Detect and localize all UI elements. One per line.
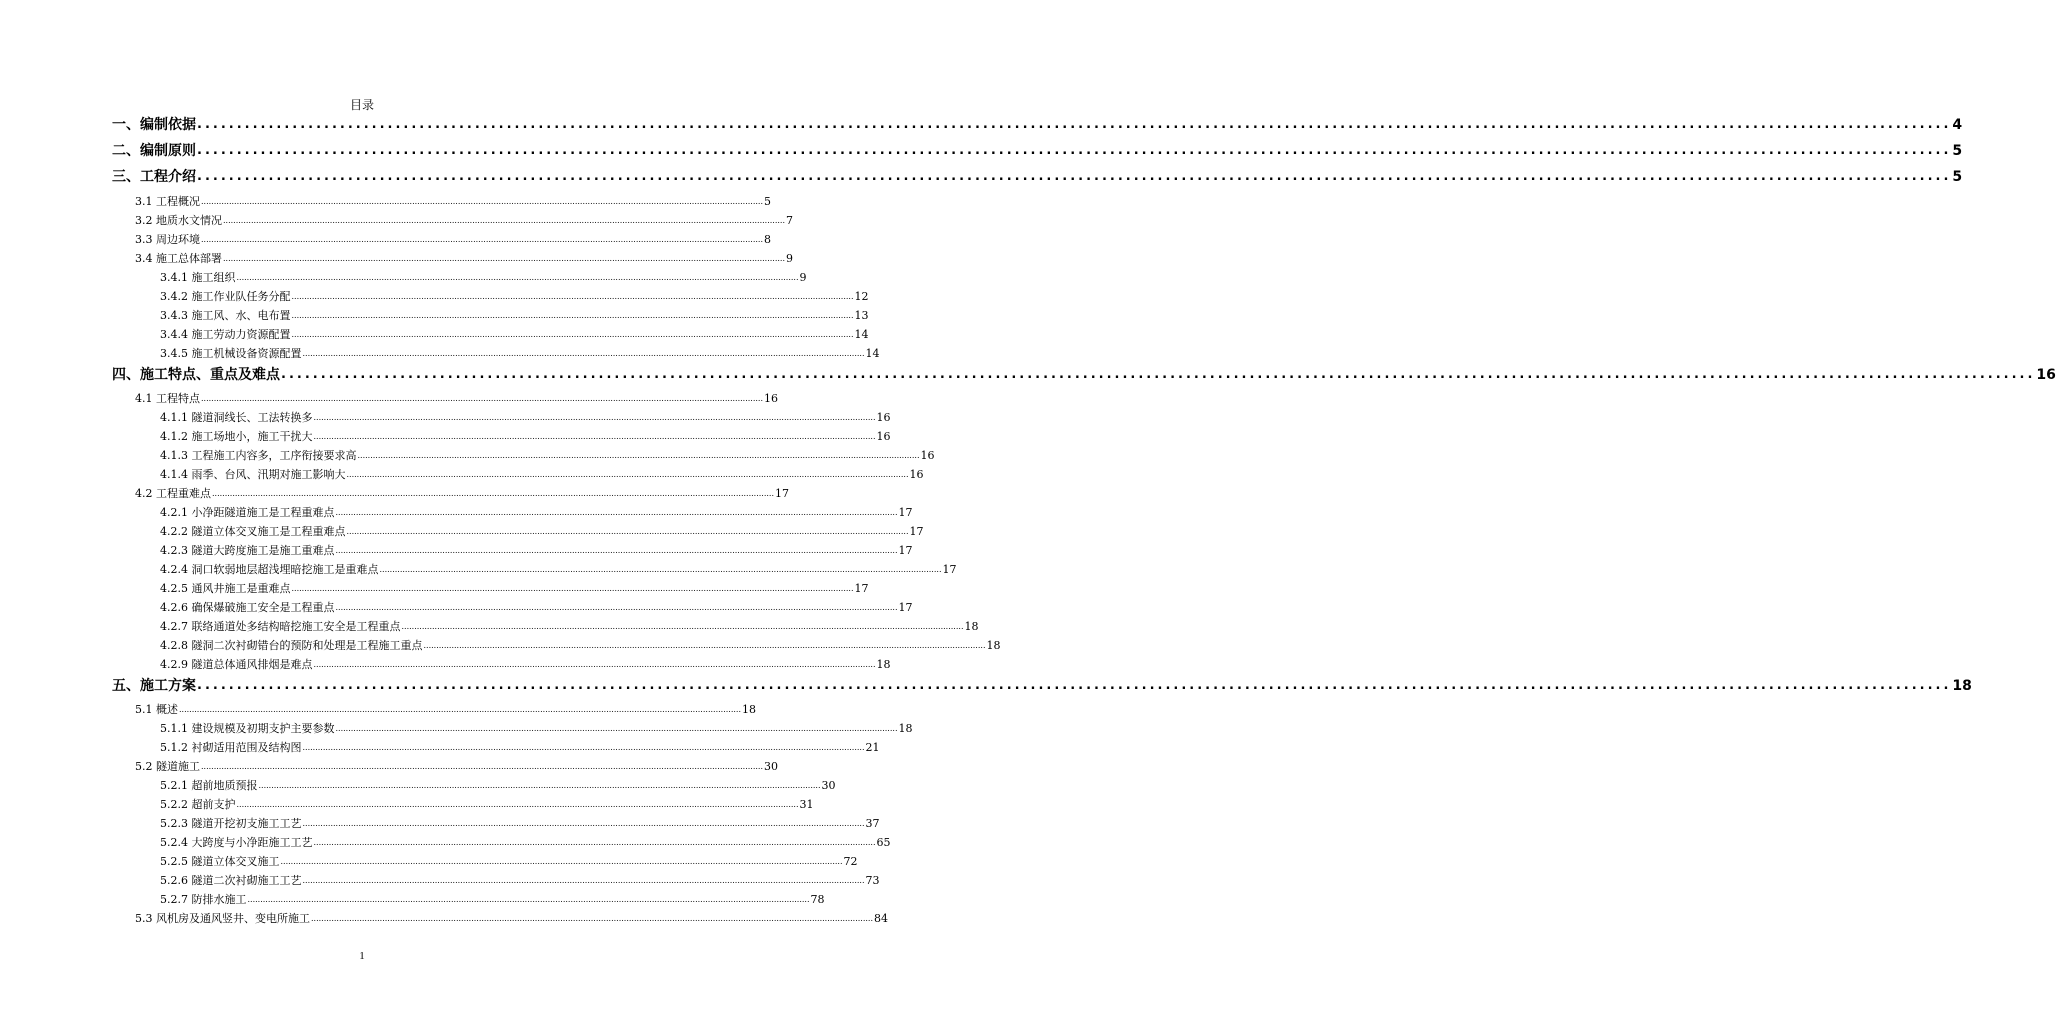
toc-entry-page: 16 [909, 468, 924, 481]
toc-entry-text: 5.2.6 隧道二次衬砌施工工艺 [160, 874, 302, 887]
toc-leader-dots: ............................................................................................................................................................................................................................. [311, 914, 873, 923]
toc-entry-text: 4.2.5 通风井施工是重难点 [160, 582, 291, 595]
toc-entry-text: 4.1.3 工程施工内容多，工序衔接要求高 [160, 449, 357, 462]
toc-leader-dots: ............................................................................................................................................................................................................................. [401, 622, 964, 631]
toc-entry-text: 4.1.1 隧道洞线长、工法转换多 [160, 411, 313, 424]
toc-entry[interactable] [160, 328, 869, 342]
toc-entry-text: 5.2 隧道施工 [135, 760, 200, 773]
toc-leader-dots: ............................................................................................................................................................................................................................. [346, 470, 909, 479]
toc-entry-page: 17 [898, 506, 913, 519]
toc-entry[interactable] [112, 168, 1963, 186]
toc-entry-text: 3.4 施工总体部署 [135, 252, 222, 265]
toc-entry[interactable] [160, 874, 880, 888]
toc-entry-page: 30 [821, 779, 836, 792]
toc-entry-page: 9 [799, 271, 807, 284]
toc-entry[interactable] [160, 309, 869, 323]
toc-entry[interactable] [160, 430, 891, 444]
toc-leader-dots: ............................................................................................................................................................................................................................. [197, 678, 1952, 693]
toc-entry-page: 18 [876, 658, 891, 671]
toc-entry-page: 78 [810, 893, 825, 906]
toc-entry-page: 5 [1952, 143, 1963, 159]
toc-entry-page: 18 [986, 639, 1001, 652]
toc-entry-page: 18 [898, 722, 913, 735]
toc-entry-page: 8 [764, 233, 771, 246]
toc-entry-page: 18 [964, 620, 979, 633]
toc-entry-text: 5.2.4 大跨度与小净距施工工艺 [160, 836, 313, 849]
toc-leader-dots: ............................................................................................................................................................................................................................. [179, 705, 741, 714]
toc-leader-dots: ............................................................................................................................................................................................................................. [201, 394, 763, 403]
toc-entry[interactable] [160, 601, 913, 615]
toc-entry-text: 4.2.1 小净距隧道施工是工程重难点 [160, 506, 335, 519]
toc-entry[interactable] [135, 195, 771, 209]
toc-entry[interactable] [135, 487, 789, 501]
toc-entry[interactable] [160, 836, 891, 850]
toc-entry-text: 3.4.1 施工组织 [160, 271, 236, 284]
toc-entry-page: 16 [876, 411, 891, 424]
toc-entry[interactable] [160, 582, 869, 596]
toc-entry[interactable] [160, 290, 869, 304]
toc-leader-dots: ............................................................................................................................................................................................................................. [302, 743, 865, 752]
toc-entry[interactable] [135, 392, 778, 406]
toc-entry-text: 五、施工方案 [112, 678, 196, 694]
toc-entry-page: 5 [1952, 169, 1963, 185]
toc-entry-text: 四、施工特点、重点及难点 [112, 367, 280, 383]
toc-leader-dots: ............................................................................................................................................................................................................................. [197, 169, 1952, 184]
toc-entry[interactable] [160, 506, 913, 520]
toc-leader-dots: ............................................................................................................................................................................................................................. [291, 330, 854, 339]
toc-leader-dots: ............................................................................................................................................................................................................................. [291, 292, 854, 301]
toc-entry[interactable] [160, 347, 880, 361]
toc-entry-text: 3.2 地质水文情况 [135, 214, 222, 227]
toc-entry-page: 5 [764, 195, 771, 208]
toc-entry-page: 17 [854, 582, 869, 595]
toc-entry[interactable] [112, 142, 1963, 160]
toc-leader-dots: ............................................................................................................................................................................................................................. [201, 762, 763, 771]
toc-leader-dots: ............................................................................................................................................................................................................................. [281, 367, 2036, 382]
toc-entry-text: 5.1.2 衬砌适用范围及结构图 [160, 741, 302, 754]
toc-leader-dots: ............................................................................................................................................................................................................................. [335, 724, 898, 733]
toc-leader-dots: ............................................................................................................................................................................................................................. [302, 819, 865, 828]
toc-entry[interactable] [160, 722, 913, 736]
toc-leader-dots: ............................................................................................................................................................................................................................. [302, 876, 865, 885]
toc-entry-text: 3.1 工程概况 [135, 195, 200, 208]
toc-leader-dots: ............................................................................................................................................................................................................................. [357, 451, 920, 460]
toc-entry-text: 5.1 概述 [135, 703, 178, 716]
toc-leader-dots: ............................................................................................................................................................................................................................. [423, 641, 986, 650]
toc-entry-text: 4.2.7 联络通道处多结构暗挖施工安全是工程重点 [160, 620, 401, 633]
toc-entry[interactable] [112, 116, 1963, 134]
toc-entry[interactable] [160, 798, 814, 812]
toc-entry-page: 9 [786, 252, 793, 265]
toc-entry[interactable] [160, 468, 924, 482]
toc-entry-text: 3.4.3 施工风、水、电布置 [160, 309, 291, 322]
toc-entry-text: 5.2.2 超前支护 [160, 798, 236, 811]
toc-leader-dots: ............................................................................................................................................................................................................................. [302, 349, 865, 358]
toc-entry-page: 16 [2036, 367, 2056, 383]
toc-entry-text: 3.4.5 施工机械设备资源配置 [160, 347, 302, 360]
toc-leader-dots: ............................................................................................................................................................................................................................. [313, 413, 876, 422]
toc-entry-text: 4.2 工程重难点 [135, 487, 211, 500]
toc-entry-page: 21 [865, 741, 880, 754]
toc-title: 目录 [349, 98, 374, 112]
toc-entry[interactable] [160, 779, 836, 793]
toc-entry[interactable] [112, 677, 1972, 695]
toc-entry-page: 14 [865, 347, 880, 360]
toc-leader-dots: ............................................................................................................................................................................................................................. [258, 781, 821, 790]
toc-entry-page: 16 [920, 449, 935, 462]
toc-entry[interactable] [135, 252, 793, 266]
toc-leader-dots: ............................................................................................................................................................................................................................. [212, 489, 774, 498]
toc-entry[interactable] [135, 760, 778, 774]
toc-entry-page: 31 [799, 798, 814, 811]
toc-entry-text: 4.1 工程特点 [135, 392, 200, 405]
toc-leader-dots: ............................................................................................................................................................................................................................. [291, 584, 854, 593]
toc-entry-page: 17 [775, 487, 789, 500]
toc-leader-dots: ............................................................................................................................................................................................................................. [247, 895, 810, 904]
toc-entry[interactable] [135, 214, 793, 228]
toc-entry-text: 4.2.8 隧洞二次衬砌错台的预防和处理是工程施工重点 [160, 639, 423, 652]
toc-entry-text: 4.2.4 洞口软弱地层超浅埋暗挖施工是重难点 [160, 563, 379, 576]
toc-leader-dots: ............................................................................................................................................................................................................................. [201, 235, 763, 244]
toc-entry[interactable] [160, 563, 957, 577]
toc-entry[interactable] [160, 525, 924, 539]
toc-entry[interactable] [160, 855, 858, 869]
page-number: 1 [359, 950, 365, 962]
toc-entry-text: 三、工程介绍 [112, 169, 196, 185]
toc-entry-page: 17 [898, 601, 913, 614]
toc-leader-dots: ............................................................................................................................................................................................................................. [313, 660, 876, 669]
toc-leader-dots: ............................................................................................................................................................................................................................. [280, 857, 843, 866]
toc-entry[interactable] [160, 639, 1001, 653]
toc-entry-text: 5.2.1 超前地质预报 [160, 779, 258, 792]
toc-entry-page: 16 [764, 392, 778, 405]
toc-entry-page: 18 [1952, 678, 1972, 694]
toc-entry[interactable] [160, 271, 807, 285]
toc-entry-page: 84 [874, 912, 888, 925]
toc-leader-dots: ............................................................................................................................................................................................................................. [313, 838, 876, 847]
toc-leader-dots: ............................................................................................................................................................................................................................. [197, 143, 1952, 158]
toc-entry-text: 4.1.2 施工场地小，施工干扰大 [160, 430, 313, 443]
toc-entry[interactable] [160, 411, 891, 425]
toc-entry[interactable] [160, 544, 913, 558]
toc-entry[interactable] [160, 620, 979, 634]
toc-leader-dots: ............................................................................................................................................................................................................................. [379, 565, 942, 574]
toc-entry-page: 7 [786, 214, 793, 227]
toc-entry-page: 18 [742, 703, 756, 716]
toc-entry-text: 5.2.7 防排水施工 [160, 893, 247, 906]
toc-leader-dots: ............................................................................................................................................................................................................................. [236, 273, 799, 282]
toc-entry-page: 65 [876, 836, 891, 849]
toc-entry[interactable] [160, 449, 935, 463]
toc-entry-page: 17 [909, 525, 924, 538]
toc-entry-text: 5.2.3 隧道开挖初支施工工艺 [160, 817, 302, 830]
toc-entry-text: 5.1.1 建设规模及初期支护主要参数 [160, 722, 335, 735]
toc-leader-dots: ............................................................................................................................................................................................................................. [291, 311, 854, 320]
toc-entry-text: 4.2.3 隧道大跨度施工是施工重难点 [160, 544, 335, 557]
toc-entry-text: 4.2.9 隧道总体通风排烟是难点 [160, 658, 313, 671]
toc-entry-text: 3.3 周边环境 [135, 233, 200, 246]
toc-entry-page: 17 [898, 544, 913, 557]
toc-leader-dots: ............................................................................................................................................................................................................................. [197, 117, 1952, 132]
toc-entry[interactable] [135, 703, 756, 717]
toc-entry-text: 二、编制原则 [112, 143, 196, 159]
toc-entry-text: 4.2.6 确保爆破施工安全是工程重点 [160, 601, 335, 614]
toc-leader-dots: ............................................................................................................................................................................................................................. [335, 603, 898, 612]
toc-entry-page: 37 [865, 817, 880, 830]
toc-leader-dots: ............................................................................................................................................................................................................................. [346, 527, 909, 536]
toc-entry[interactable] [112, 366, 2056, 384]
toc-entry-text: 3.4.4 施工劳动力资源配置 [160, 328, 291, 341]
toc-entry-text: 3.4.2 施工作业队任务分配 [160, 290, 291, 303]
toc-entry[interactable] [160, 893, 825, 907]
toc-entry-text: 一、编制依据 [112, 117, 196, 133]
toc-entry-text: 4.1.4 雨季、台风、汛期对施工影响大 [160, 468, 346, 481]
toc-entry[interactable] [135, 233, 771, 247]
toc-leader-dots: ............................................................................................................................................................................................................................. [223, 254, 785, 263]
toc-entry[interactable] [160, 658, 891, 672]
toc-entry-text: 5.3 风机房及通风竖井、变电所施工 [135, 912, 310, 925]
toc-entry-page: 14 [854, 328, 869, 341]
toc-entry-page: 13 [854, 309, 869, 322]
toc-leader-dots: ............................................................................................................................................................................................................................. [335, 508, 898, 517]
toc-leader-dots: ............................................................................................................................................................................................................................. [313, 432, 876, 441]
toc-leader-dots: ............................................................................................................................................................................................................................. [236, 800, 799, 809]
toc-entry[interactable] [160, 817, 880, 831]
toc-entry-page: 17 [942, 563, 957, 576]
toc-leader-dots: ............................................................................................................................................................................................................................. [223, 216, 785, 225]
toc-entry-page: 73 [865, 874, 880, 887]
toc-entry-page: 30 [764, 760, 778, 773]
toc-entry-text: 5.2.5 隧道立体交叉施工 [160, 855, 280, 868]
toc-entry-text: 4.2.2 隧道立体交叉施工是工程重难点 [160, 525, 346, 538]
toc-entry-page: 16 [876, 430, 891, 443]
toc-leader-dots: ............................................................................................................................................................................................................................. [335, 546, 898, 555]
toc-leader-dots: ............................................................................................................................................................................................................................. [201, 197, 763, 206]
toc-entry-page: 72 [843, 855, 858, 868]
toc-entry-page: 4 [1952, 117, 1963, 133]
toc-entry[interactable] [160, 741, 880, 755]
toc-entry-page: 12 [854, 290, 869, 303]
toc-entry[interactable] [135, 912, 888, 926]
